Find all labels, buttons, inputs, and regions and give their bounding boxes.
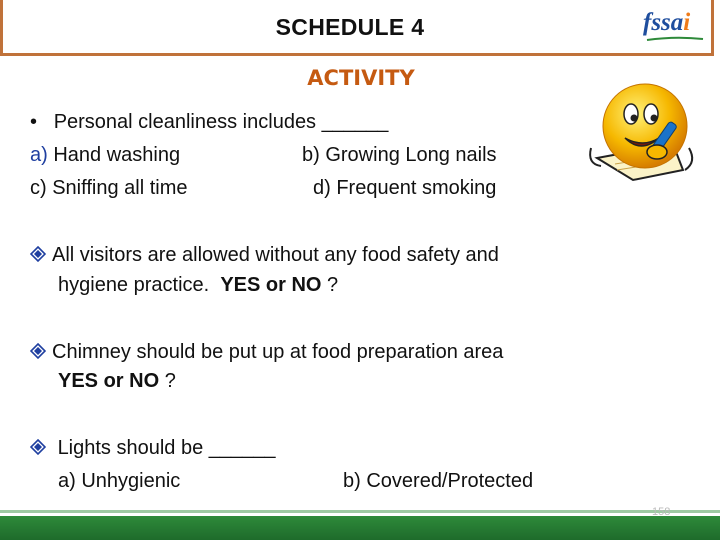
smiley-writing-icon	[585, 78, 700, 198]
slide-title: SCHEDULE 4	[275, 14, 425, 40]
q1-option-d: d) Frequent smoking	[313, 177, 497, 199]
page-number: 158	[652, 506, 671, 518]
q2-question-mark: ?	[327, 274, 339, 296]
activity-heading: ACTIVITY	[307, 66, 415, 90]
footer-divider	[0, 510, 720, 513]
diamond-bullet-icon	[30, 343, 46, 359]
q1-option-a-text: Hand washing	[53, 144, 181, 166]
q1-option-c: c) Sniffing all time	[30, 177, 188, 199]
q4-line1-text: Lights should be ______	[57, 437, 276, 459]
fssai-logo	[643, 8, 709, 42]
q1-question	[30, 111, 388, 134]
logo-text-i: i	[683, 9, 691, 36]
footer-bar	[0, 516, 720, 540]
q1-option-a-letter: a)	[30, 144, 48, 166]
diamond-bullet-icon	[30, 246, 46, 262]
q2-line1-text: All visitors are allowed without any food safety and	[52, 244, 499, 266]
q3-line2	[58, 370, 176, 393]
q3-yes-or-no: YES or NO	[58, 370, 160, 392]
q1-question-text: Personal cleanliness includes ______	[53, 111, 389, 133]
q4-option-b: b) Covered/Protected	[343, 470, 534, 492]
q1-option-a	[30, 144, 180, 167]
logo-swash-icon	[645, 36, 705, 42]
q1-option-b: b) Growing Long nails	[302, 144, 497, 166]
q4-line1	[30, 437, 276, 460]
q3-line1-text: Chimney should be put up at food preparation area	[52, 341, 504, 363]
q1-bullet: •	[30, 111, 38, 133]
q2-yes-or-no: YES or NO	[220, 274, 322, 296]
q2-line2-pre: hygiene practice.	[58, 274, 210, 296]
q4-option-a: a) Unhygienic	[58, 470, 181, 492]
logo-text: fssa	[643, 9, 684, 36]
diamond-bullet-icon	[30, 439, 46, 455]
q2-line2	[58, 274, 338, 297]
q3-question-mark: ?	[164, 370, 176, 392]
q3-line1	[30, 341, 503, 364]
q2-line1	[30, 244, 499, 267]
